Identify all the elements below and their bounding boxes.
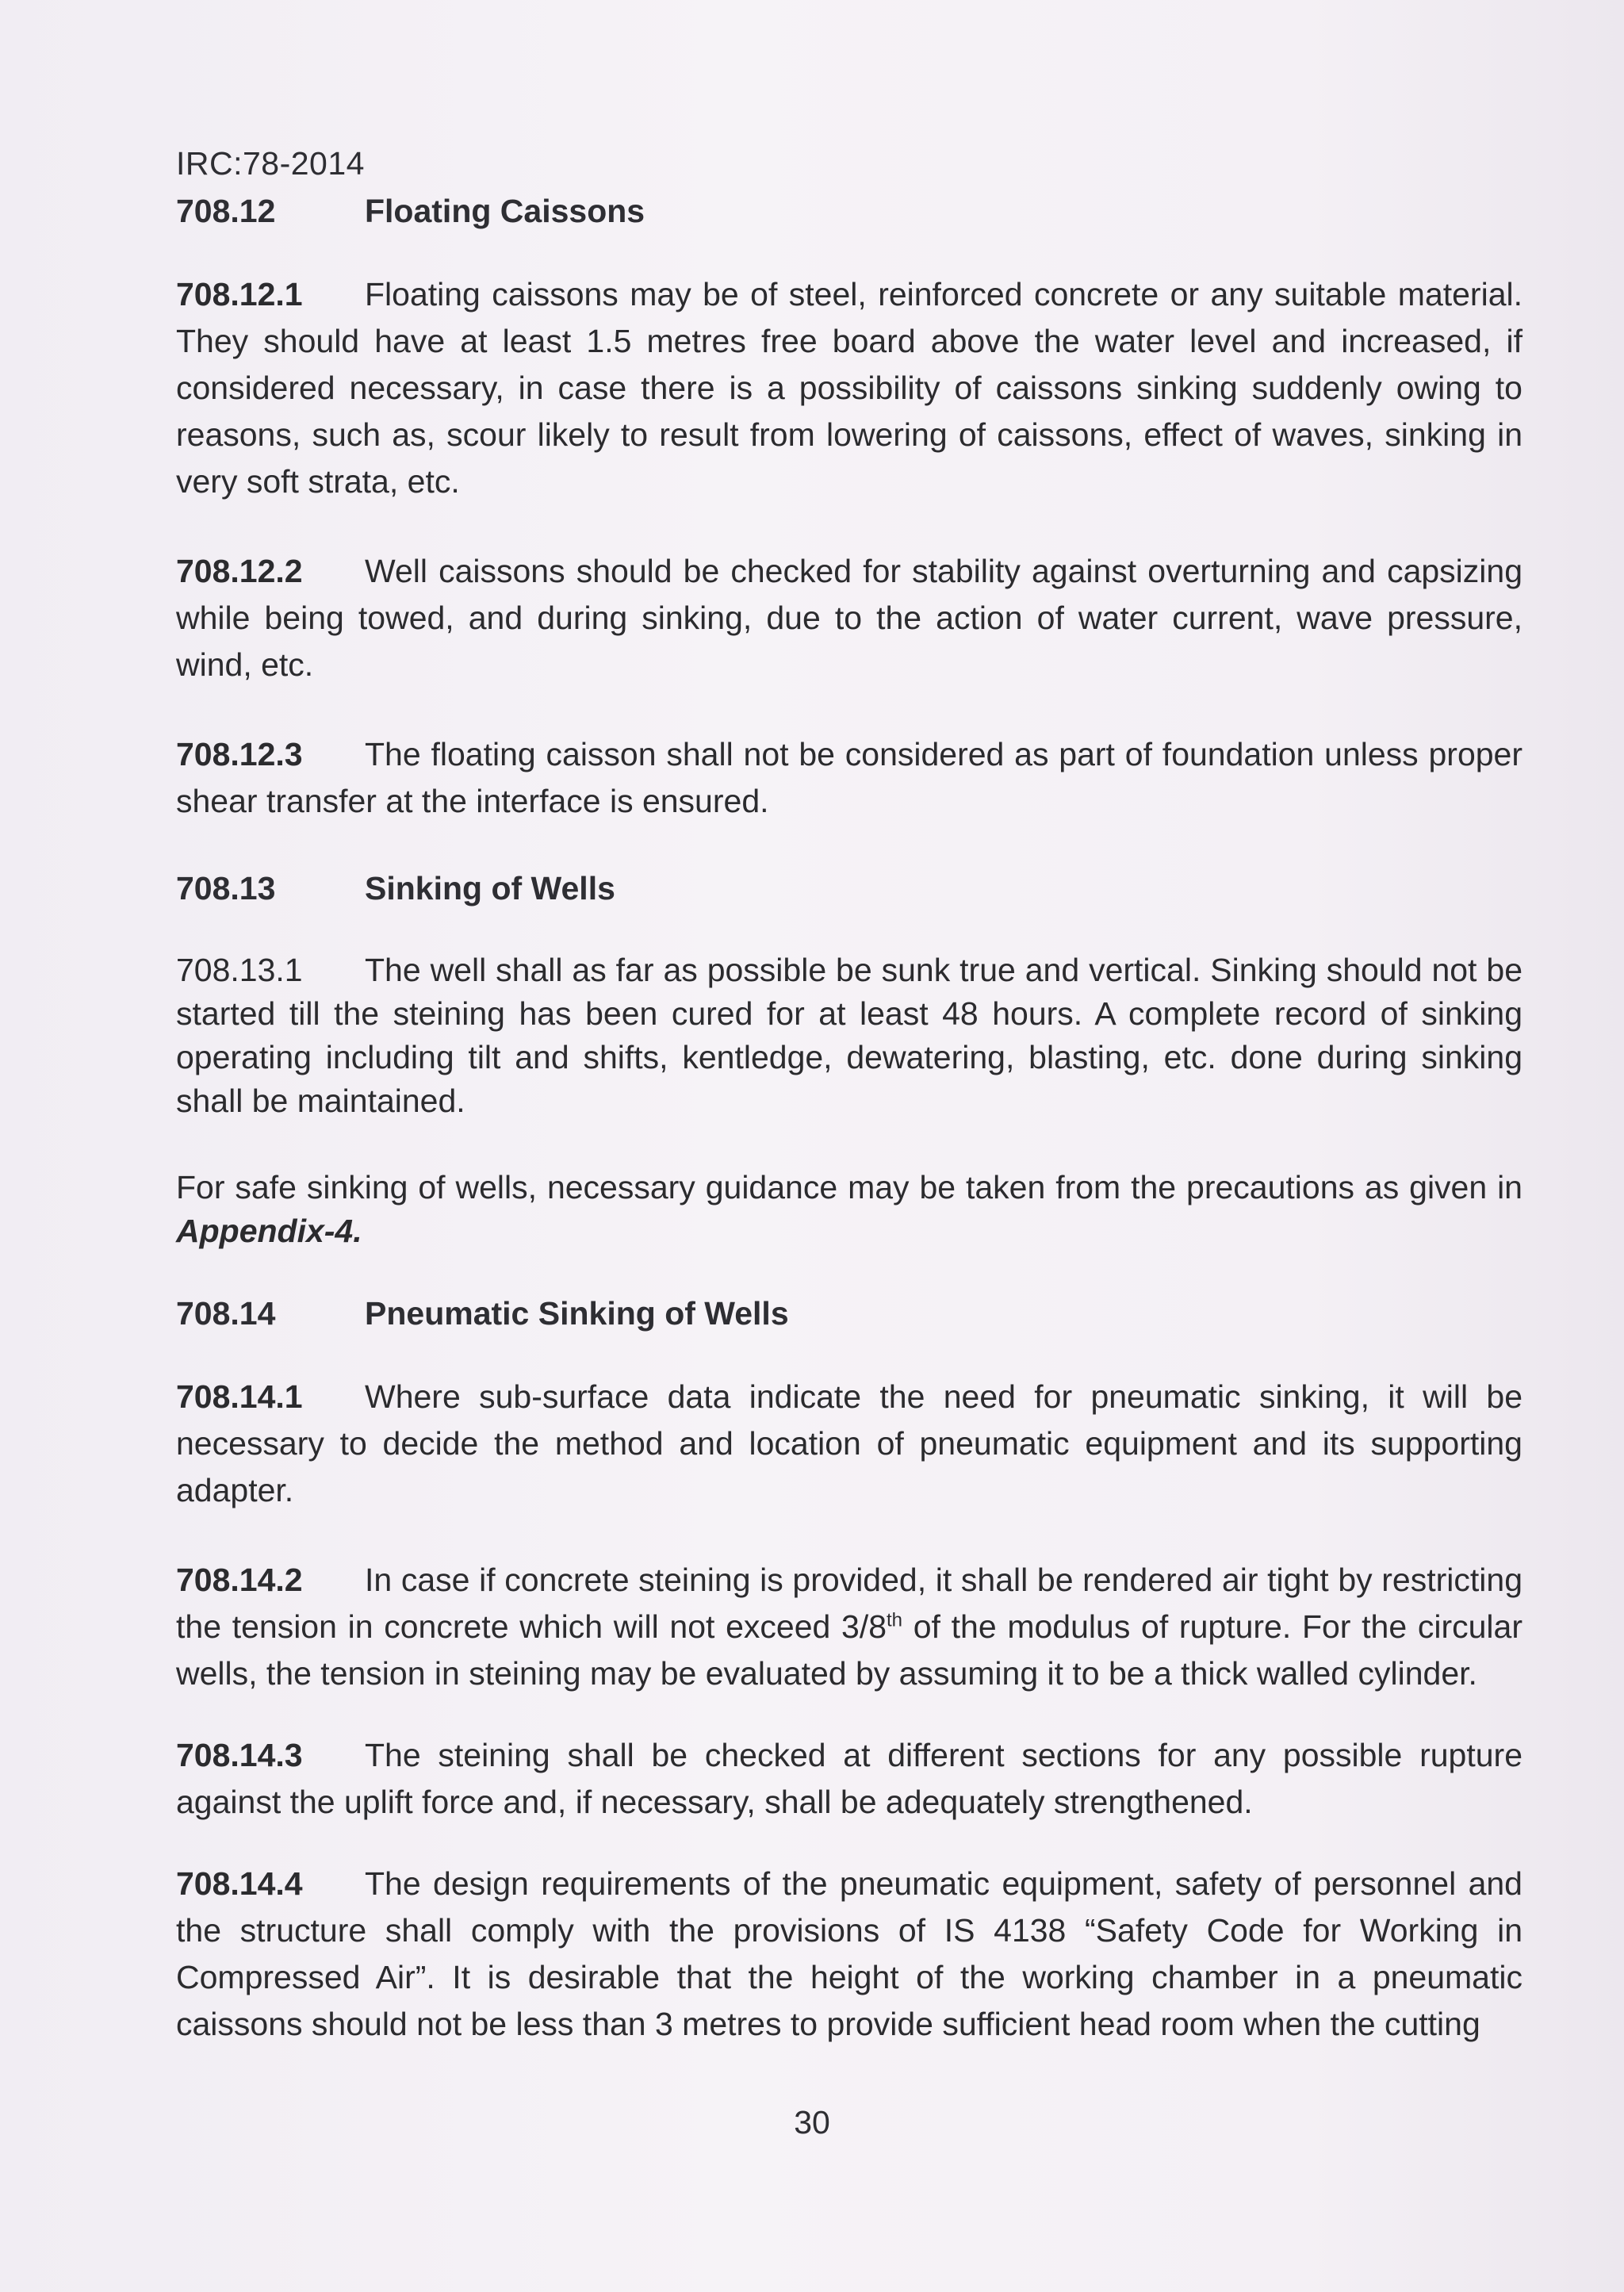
- clause-number: 708.12.2: [176, 553, 303, 589]
- section-number: 708.12: [176, 193, 276, 229]
- page-number: 30: [794, 2104, 830, 2141]
- section-number: 708.13: [176, 870, 276, 906]
- clause-number: 708.14.4: [176, 1865, 303, 1902]
- clause-number: 708.14.2: [176, 1562, 303, 1598]
- appendix-reference: Appendix-4.: [176, 1213, 362, 1249]
- clause-number: 708.14.1: [176, 1378, 303, 1415]
- section-heading-708-12: [176, 190, 1522, 232]
- clause-text: Well caissons should be checked for stability against overturning and capsizing while being towed, and during sinking, due to the action of water current, wave pressure, wind, etc.: [176, 553, 1522, 683]
- clause-708-14-2: [176, 1557, 1522, 1697]
- page-content: [176, 143, 1522, 2048]
- clause-number: 708.14.3: [176, 1737, 303, 1773]
- clause-number: 708.12.1: [176, 276, 303, 312]
- section-heading-708-13: [176, 868, 1522, 909]
- clause-708-13-1: [176, 949, 1522, 1123]
- clause-text: The steining shall be checked at different sections for any possible rupture against the uplift force and, if necessary, shall be adequately strengthened.: [176, 1737, 1522, 1820]
- section-heading-708-14: [176, 1293, 1522, 1334]
- clause-708-12-3: [176, 731, 1522, 825]
- clause-708-12-2: [176, 548, 1522, 688]
- document-code-header: IRC:78-2014: [176, 145, 365, 182]
- section-number: 708.14: [176, 1295, 276, 1332]
- clause-708-14-3: [176, 1732, 1522, 1826]
- clause-text: The well shall as far as possible be sunk true and vertical. Sinking should not be started till the steining has been cured for at least 48 hours. A complete record of sinking operating including tilt and shifts, kentledge, dewatering, blasting, etc. done during sinking shall be maintained.: [176, 952, 1522, 1119]
- clause-text: Floating caissons may be of steel, reinforced concrete or any suitable material. They should have at least 1.5 metres free board above the water level and increased, if considered necessary, in case there is a possibility of caissons sinking suddenly owing to reasons, such as, scour likely to result from lowering of caissons, effect of waves, sinking in very soft strata, etc.: [176, 276, 1522, 500]
- section-title: Pneumatic Sinking of Wells: [365, 1295, 789, 1332]
- clause-number: 708.12.3: [176, 736, 303, 772]
- clause-708-12-1: [176, 271, 1522, 505]
- clause-text-b: of the modulus of rupture. For the circular wells, the tension in steining may be evaluated by assuming it to be a thick walled cylinder.: [176, 1608, 1522, 1692]
- clause-number: 708.13.1: [176, 952, 303, 988]
- clause-text: Where sub-surface data indicate the need for pneumatic sinking, it will be necessary to decide the method and location of pneumatic equipment and its supporting adapter.: [176, 1378, 1522, 1508]
- clause-text: The floating caisson shall not be considered as part of foundation unless proper shear transfer at the interface is ensured.: [176, 736, 1522, 819]
- clause-text-a: In case if concrete steining is provided, it shall be rendered air tight by restricting the tension in concrete which will not exceed 3/8: [176, 1562, 1522, 1645]
- clause-708-14-4: [176, 1861, 1522, 2048]
- section-title: Sinking of Wells: [365, 870, 615, 906]
- clause-text: The design requirements of the pneumatic equipment, safety of personnel and the structure shall comply with the provisions of IS 4138 “Safety Code for Working in Compressed Air”. It is desirable that the height of the working chamber in a pneumatic caissons should not be less than 3 metres to provide sufficient head room when the cutting: [176, 1865, 1522, 2042]
- note-text: For safe sinking of wells, necessary guidance may be taken from the precautions as given in: [176, 1169, 1522, 1205]
- ordinal-superscript: th: [887, 1609, 903, 1631]
- clause-708-13-note: [176, 1166, 1522, 1253]
- section-title: Floating Caissons: [365, 193, 645, 229]
- clause-708-14-1: [176, 1374, 1522, 1514]
